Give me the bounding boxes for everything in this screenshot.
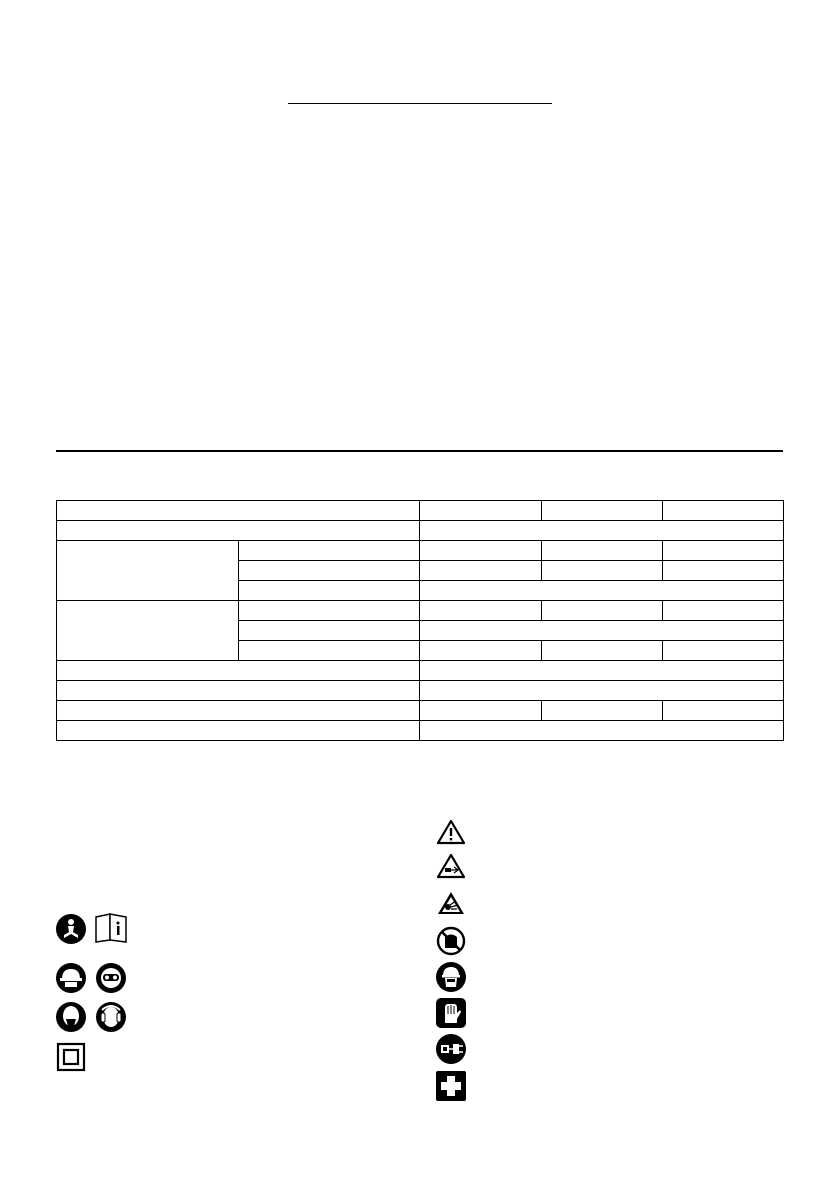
flying-debris-warning-icon — [436, 890, 466, 916]
dust-mask-icon — [56, 1002, 86, 1032]
double-insulation-icon — [56, 1042, 86, 1072]
table-row — [57, 541, 784, 561]
kickback-warning-icon — [436, 853, 466, 879]
table-row — [57, 601, 784, 621]
table-row — [57, 721, 784, 741]
table-row — [57, 521, 784, 541]
first-aid-icon — [436, 1071, 466, 1101]
information-book-icon — [94, 913, 130, 943]
ear-protection-icon — [96, 1002, 126, 1032]
specifications-table — [56, 500, 784, 741]
safety-helmet-icon — [56, 963, 86, 993]
unplug-icon — [436, 1034, 466, 1064]
table-row — [57, 701, 784, 721]
no-wet-conditions-icon — [436, 926, 466, 956]
face-protection-icon — [436, 962, 466, 992]
safety-goggles-icon — [96, 963, 126, 993]
protective-gloves-icon — [436, 998, 466, 1028]
table-row — [57, 501, 784, 521]
title-underline — [288, 103, 552, 104]
section-divider — [56, 450, 783, 452]
warning-triangle-icon — [436, 819, 466, 845]
table-row — [57, 681, 784, 701]
table-row — [57, 661, 784, 681]
